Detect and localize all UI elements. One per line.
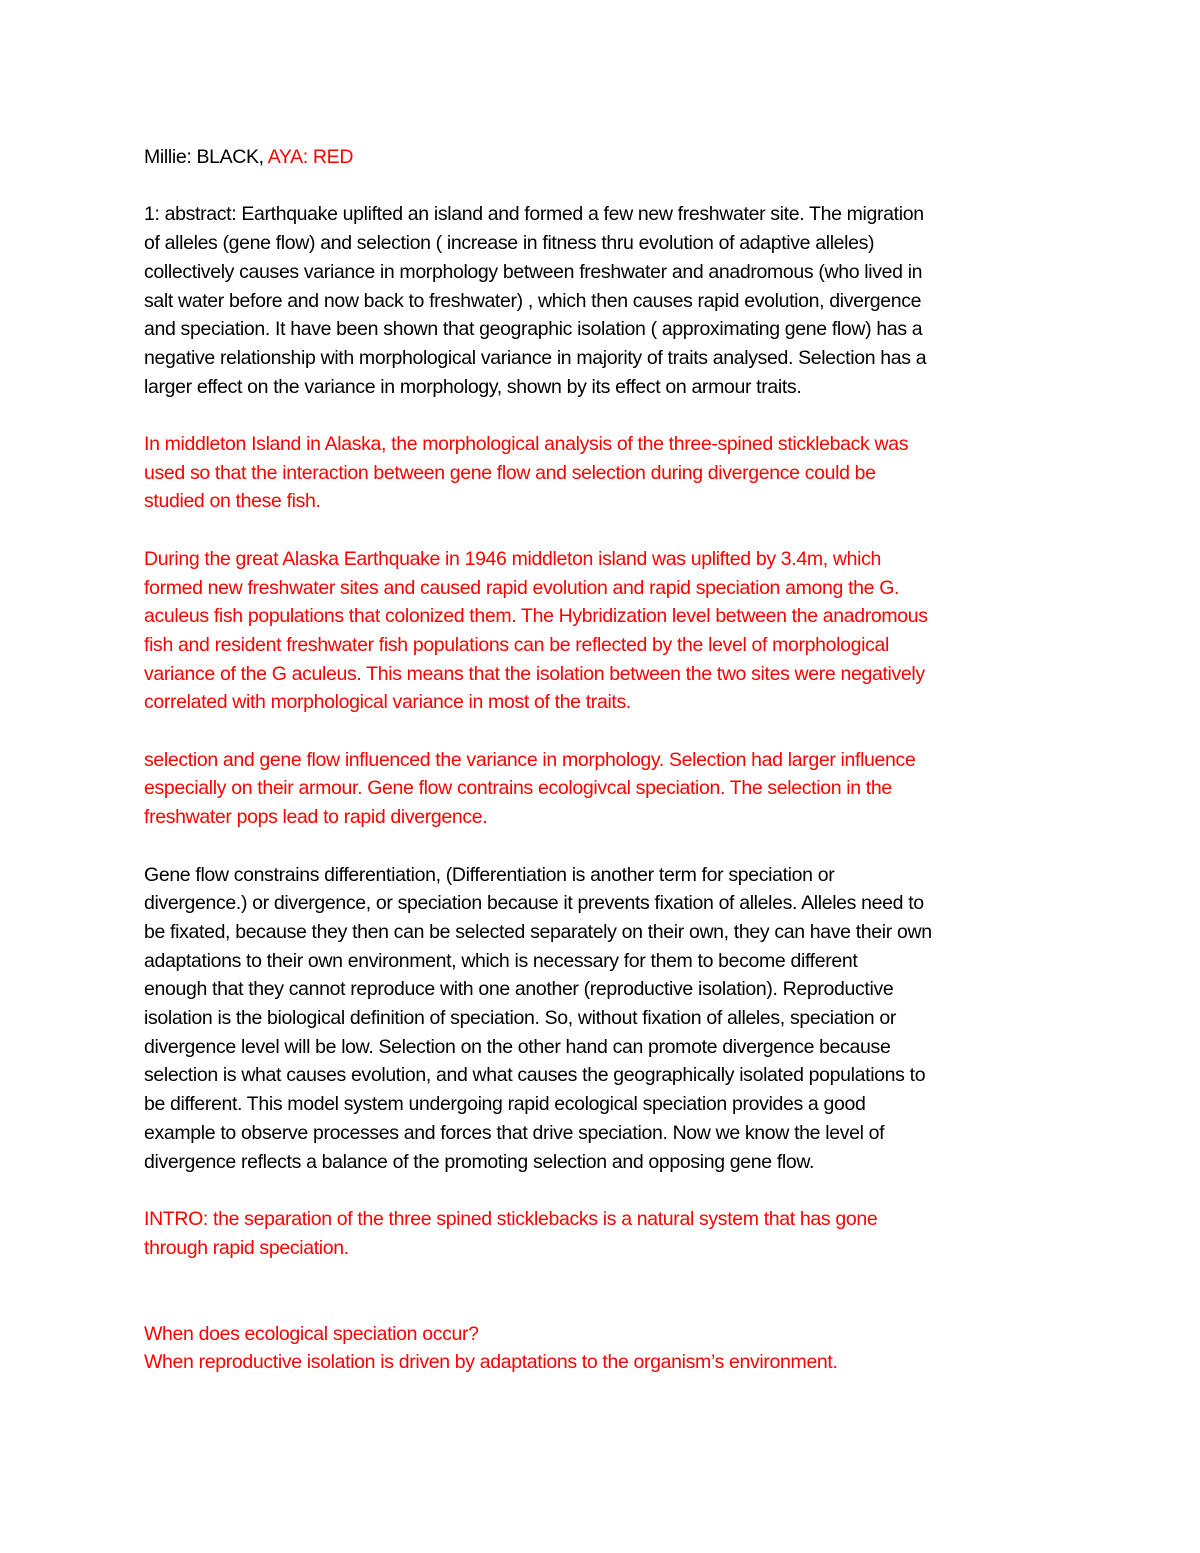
paragraph-line: Gene flow constrains differentiation, (Differentiation is another term for speciation or [144, 863, 835, 886]
paragraph-line: selection and gene flow influenced the variance in morphology. Selection had larger influence [144, 748, 916, 771]
paragraph-line: divergence reflects a balance of the promoting selection and opposing gene flow. [144, 1150, 815, 1173]
paragraph-line: In middleton Island in Alaska, the morphological analysis of the three-spined stickleback was [144, 433, 909, 455]
paragraph-line: and speciation. It have been shown that geographic isolation ( approximating gene flow) has a [144, 318, 923, 341]
paragraph [144, 1205, 1064, 1262]
paragraph-list [144, 200, 1064, 1262]
paragraph [144, 746, 1064, 832]
paragraph-line: During the great Alaska Earthquake in 1946 middleton island was uplifted by 3.4m, which [144, 547, 882, 570]
author-color-legend [144, 143, 1064, 172]
paragraph-line: larger effect on the variance in morphology, shown by its effect on armour traits. [144, 375, 802, 398]
paragraph-line: correlated with morphological variance in most of the traits. [144, 691, 631, 714]
paragraph-line: through rapid speciation. [144, 1236, 349, 1259]
paragraph-line: enough that they cannot reproduce with one another (reproductive isolation). Reproductive [144, 978, 894, 1001]
answer-line: When reproductive isolation is driven by adaptations to the organism’s environment. [144, 1351, 838, 1374]
paragraph [144, 545, 1064, 717]
blank-line [144, 1291, 1064, 1320]
paragraph-line: variance of the G aculeus. This means that the isolation between the two sites were negatively [144, 662, 925, 685]
question-line: When does ecological speciation occur? [144, 1322, 479, 1345]
paragraph-line: formed new freshwater sites and caused rapid evolution and rapid speciation among the G. [144, 576, 900, 599]
paragraph-line: adaptations to their own environment, which is necessary for them to become different [144, 949, 858, 972]
paragraph-line: especially on their armour. Gene flow contrains ecologivcal speciation. The selection in the [144, 777, 892, 800]
paragraph-line: aculeus fish populations that colonized them. The Hybridization level between the anadromous [144, 605, 928, 628]
paragraph-line: freshwater pops lead to rapid divergence. [144, 806, 488, 829]
paragraph-line: isolation is the biological definition of speciation. So, without fixation of alleles, speciation or [144, 1007, 896, 1030]
paragraph-line: salt water before and now back to freshwater) , which then causes rapid evolution, divergence [144, 289, 922, 312]
paragraph-line: be different. This model system undergoing rapid ecological speciation provides a good [144, 1093, 866, 1116]
document-body [144, 143, 1064, 1377]
aya-label: AYA: RED [267, 146, 354, 168]
paragraph-line: divergence level will be low. Selection on the other hand can promote divergence because [144, 1035, 891, 1058]
millie-label: Millie: BLACK, [144, 146, 264, 168]
paragraph-line: example to observe processes and forces that drive speciation. Now we know the level of [144, 1121, 885, 1144]
paragraph [144, 430, 1064, 516]
paragraph-line: negative relationship with morphological variance in majority of traits analysed. Selection has a [144, 346, 927, 369]
paragraph [144, 861, 1064, 1177]
paragraph [144, 200, 1064, 401]
paragraph-line: collectively causes variance in morphology between freshwater and anadromous (who lived in [144, 260, 923, 283]
paragraph-line: of alleles (gene flow) and selection ( increase in fitness thru evolution of adaptive alleles) [144, 232, 875, 255]
paragraph-line: selection is what causes evolution, and what causes the geographically isolated populations to [144, 1064, 926, 1087]
paragraph-line: fish and resident freshwater fish populations can be reflected by the level of morphological [144, 633, 890, 656]
paragraph-line: used so that the interaction between gene flow and selection during divergence could be [144, 461, 876, 484]
paragraph-line: studied on these fish. [144, 490, 321, 513]
paragraph-line: be fixated, because they then can be selected separately on their own, they can have their own [144, 920, 932, 943]
paragraph-line: 1: abstract: Earthquake uplifted an island and formed a few new freshwater site. The migration [144, 203, 924, 226]
paragraph-line: INTRO: the separation of the three spined sticklebacks is a natural system that has gone [144, 1207, 878, 1230]
paragraph-line: divergence.) or divergence, or speciation because it prevents fixation of alleles. Alleles need to [144, 892, 924, 915]
question-block [144, 1320, 1064, 1377]
